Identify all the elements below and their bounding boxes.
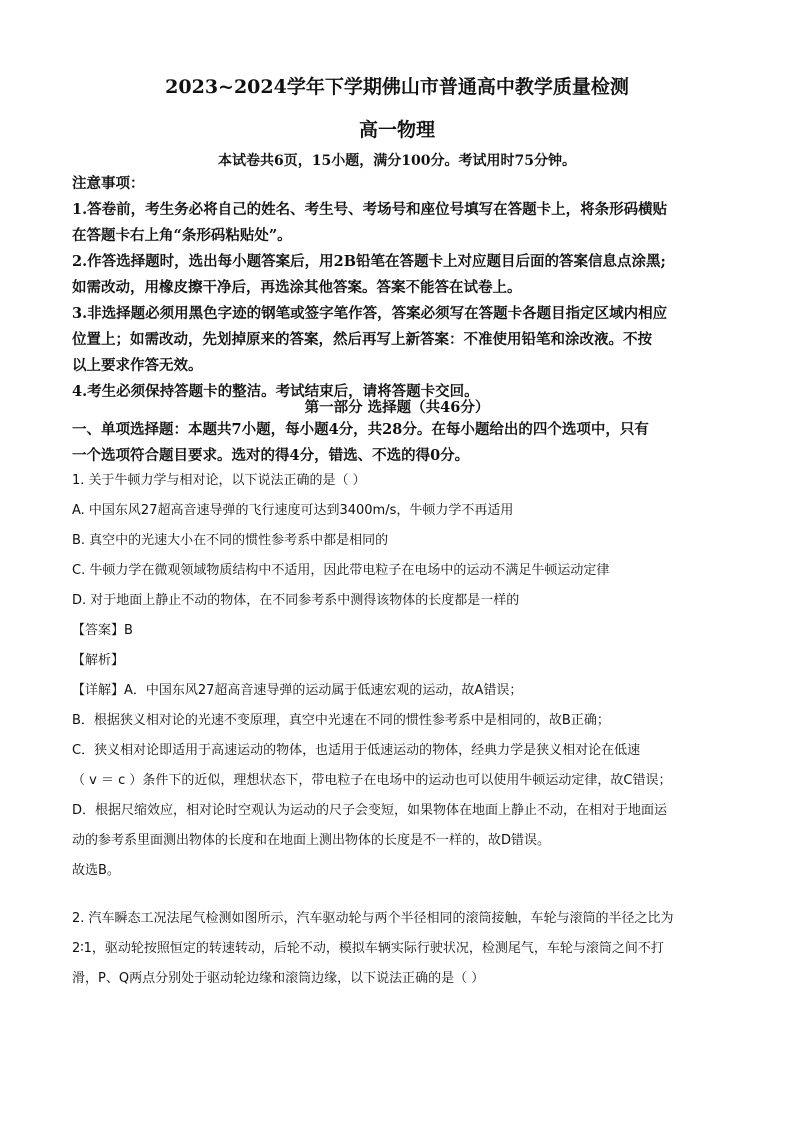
q2-line2: 2∶1，驱动轮按照恒定的转速转动，后轮不动，模拟车辆实际行驶状况，检测尾气，车轮与滚筒之间不打 [72, 941, 664, 956]
notice-item3-line1: 3.非选择题必须用黑色字迹的钢笔或签字笔作答，答案必须写在答题卡各题目指定区域内相应 [72, 305, 668, 322]
part1-line1: 一、单项选择题：本题共7小题，每小题4分，共28分。在每小题给出的四个选项中，只有 [72, 421, 649, 438]
notice-item4: 4.考生必须保持答题卡的整洁。考试结束后，请将答题卡交回。 [72, 383, 479, 400]
page-subtitle: 高一物理 [358, 119, 435, 141]
notice-heading: 注意事项： [72, 175, 145, 192]
q1-option-b: B. 真空中的光速大小在不同的惯性参考系中都是相同的 [72, 533, 389, 548]
q1-detail-b: B．根据狭义相对论的光速不变原理，真空中光速在不同的惯性参考系中是相同的，故B正确； [72, 713, 610, 728]
part1-line2: 一个选项符合题目要求。选对的得4分，错选、不选的得0分。 [72, 447, 470, 464]
page-title: 2023~2024学年下学期佛山市普通高中教学质量检测 [165, 76, 629, 98]
exam-info: 本试卷共6页，15小题，满分100分。考试用时75分钟。 [218, 153, 576, 169]
q1-detail-d2: 动的参考系里面测出物体的长度和在地面上测出物体的长度是不一样的，故D错误。 [72, 833, 551, 848]
q1-detail-c2: （ v ＝ c ）条件下的近似，理想状态下，带电粒子在电场中的运动也可以使用牛顿运动定律，故C错误； [72, 773, 672, 788]
q2-line3: 滑，P、Q两点分别处于驱动轮边缘和滚筒边缘，以下说法正确的是（ ） [72, 971, 485, 986]
q1-analysis-label: 【解析】 [72, 653, 125, 668]
q1-option-c: C. 牛顿力学在微观领域物质结构中不适用，因此带电粒子在电场中的运动不满足牛顿运动定律 [72, 563, 610, 578]
q2-line1: 2. 汽车瞬态工况法尾气检测如图所示，汽车驱动轮与两个半径相同的滚筒接触，车轮与滚筒的半径之比为 [72, 911, 674, 926]
notice-item2-line2: 如需改动，用橡皮擦干净后，再选涂其他答案。答案不能答在试卷上。 [72, 279, 522, 296]
q1-option-a: A. 中国东风27超高音速导弹的飞行速度可达到3400m/s，牛顿力学不再适用 [72, 503, 514, 518]
q1-detail-d1: D．根据尺缩效应，相对论时空观认为运动的尺子会变短，如果物体在地面上静止不动，在相对于地面运 [72, 803, 668, 818]
q1-detail-c1: C．狭义相对论即适用于高速运动的物体，也适用于低速运动的物体，经典力学是狭义相对论在低速 [72, 743, 641, 758]
q1-stem: 1. 关于牛顿力学与相对论，以下说法正确的是（ ） [72, 473, 366, 488]
notice-item3-line3: 以上要求作答无效。 [72, 357, 203, 374]
notice-section [72, 172, 722, 404]
part1-instructions [72, 418, 722, 468]
question-1 [72, 466, 722, 886]
q1-detail-a: 【详解】A．中国东风27超高音速导弹的运动属于低速宏观的运动，故A错误； [72, 683, 523, 698]
notice-item3-line2: 位置上；如需改动，先划掉原来的答案，然后再写上新答案：不准使用铅笔和涂改液。不按 [72, 331, 652, 348]
q1-conclusion: 故选B。 [72, 863, 120, 878]
notice-item2-line1: 2.作答选择题时，选出每小题答案后，用2B铅笔在答题卡上对应题目后面的答案信息点涂黑; [72, 253, 666, 270]
notice-item1-line2: 在答题卡右上角“条形码粘贴处”。 [72, 227, 292, 244]
notice-item1-line1: 1.答卷前，考生务必将自己的姓名、考生号、考场号和座位号填写在答题卡上，将条形码横贴 [72, 201, 668, 218]
q1-option-d: D. 对于地面上静止不动的物体，在不同参考系中测得该物体的长度都是一样的 [72, 593, 520, 608]
section-title: 第一部分 选择题（共46分） [304, 399, 490, 416]
q1-answer: 【答案】B [72, 623, 133, 638]
question-2 [72, 904, 722, 994]
